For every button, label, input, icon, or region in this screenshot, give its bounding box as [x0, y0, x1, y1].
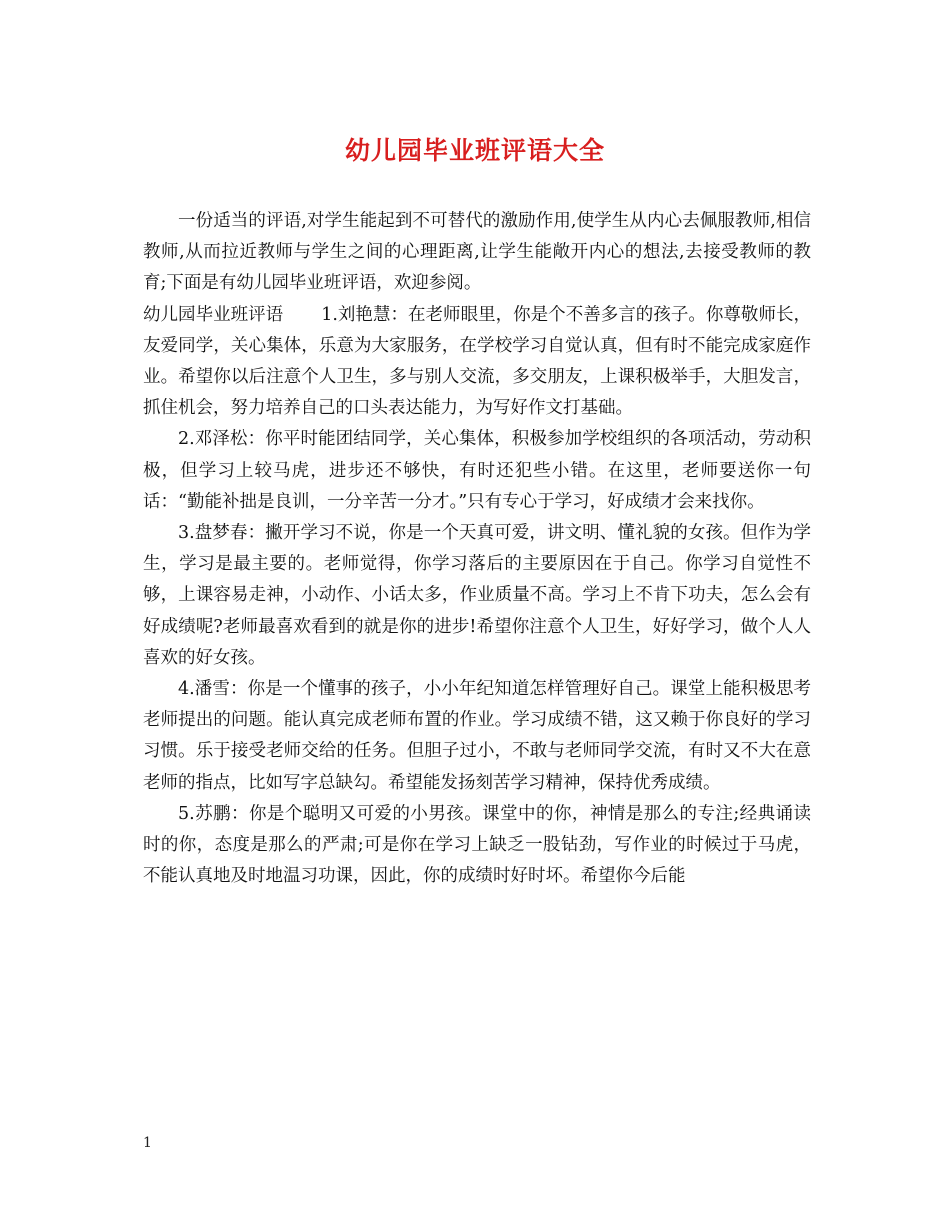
- section-label: 幼儿园毕业班评语: [143, 304, 284, 325]
- entry-5-paragraph: 5.苏鹏：你是个聪明又可爱的小男孩。课堂中的你，神情是那么的专注;经典诵读时的你，态度是那么的严肃;可是你在学习上缺乏一股钻劲，写作业的时候过于马虎，不能认真地及时地温习功课，因此，你的成绩时好时坏。希望你今后能: [143, 803, 811, 887]
- entry-1-paragraph: [143, 300, 811, 425]
- document-body: [143, 206, 811, 892]
- entry-4-paragraph: 4.潘雪：你是一个懂事的孩子，小小年纪知道怎样管理好自己。课堂上能积极思考老师提出的问题。能认真完成老师布置的作业。学习成绩不错，这又赖于你良好的学习习惯。乐于接受老师交给的任务。但胆子过小，不敢与老师同学交流，有时又不大在意老师的指点，比如写字总缺勾。希望能发扬刻苦学习精神，保持优秀成绩。: [143, 679, 811, 793]
- entry-1-text: 1.刘艳慧：在老师眼里，你是个不善多言的孩子。你尊敬师长，友爱同学，关心集体，乐意为大家服务，在学校学习自觉认真，但有时不能完成家庭作业。希望你以后注意个人卫生，多与别人交流，多交朋友，上课积极举手，大胆发言，抓住机会，努力培养自己的口头表达能力，为写好作文打基础。: [143, 304, 811, 419]
- intro-paragraph: 一份适当的评语,对学生能起到不可替代的激励作用,使学生从内心去佩服教师,相信教师,从而拉近教师与学生之间的心理距离,让学生能敞开内心的想法,去接受教师的教育;下面是有幼儿园毕业班评语，欢迎参阅。: [143, 211, 811, 294]
- entry-2-paragraph: 2.邓泽松：你平时能团结同学，关心集体，积极参加学校组织的各项活动，劳动积极，但学习上较马虎，进步还不够快，有时还犯些小错。在这里，老师要送你一句话：“勤能补拙是良训，一分辛苦一分才。”只有专心于学习，好成绩才会来找你。: [143, 429, 811, 512]
- document-title: 幼儿园毕业班评语大全: [344, 136, 605, 165]
- page-number: 1: [143, 1135, 152, 1151]
- entry-3-paragraph: 3.盘梦春：撇开学习不说，你是一个天真可爱，讲文明、懂礼貌的女孩。但作为学生，学习是最主要的。老师觉得，你学习落后的主要原因在于自己。你学习自觉性不够，上课容易走神，小动作、小话太多，作业质量不高。学习上不肯下功夫，怎么会有好成绩呢?老师最喜欢看到的就是你的进步!希望你注意个人卫生，好好学习，做个人人喜欢的好女孩。: [143, 523, 811, 668]
